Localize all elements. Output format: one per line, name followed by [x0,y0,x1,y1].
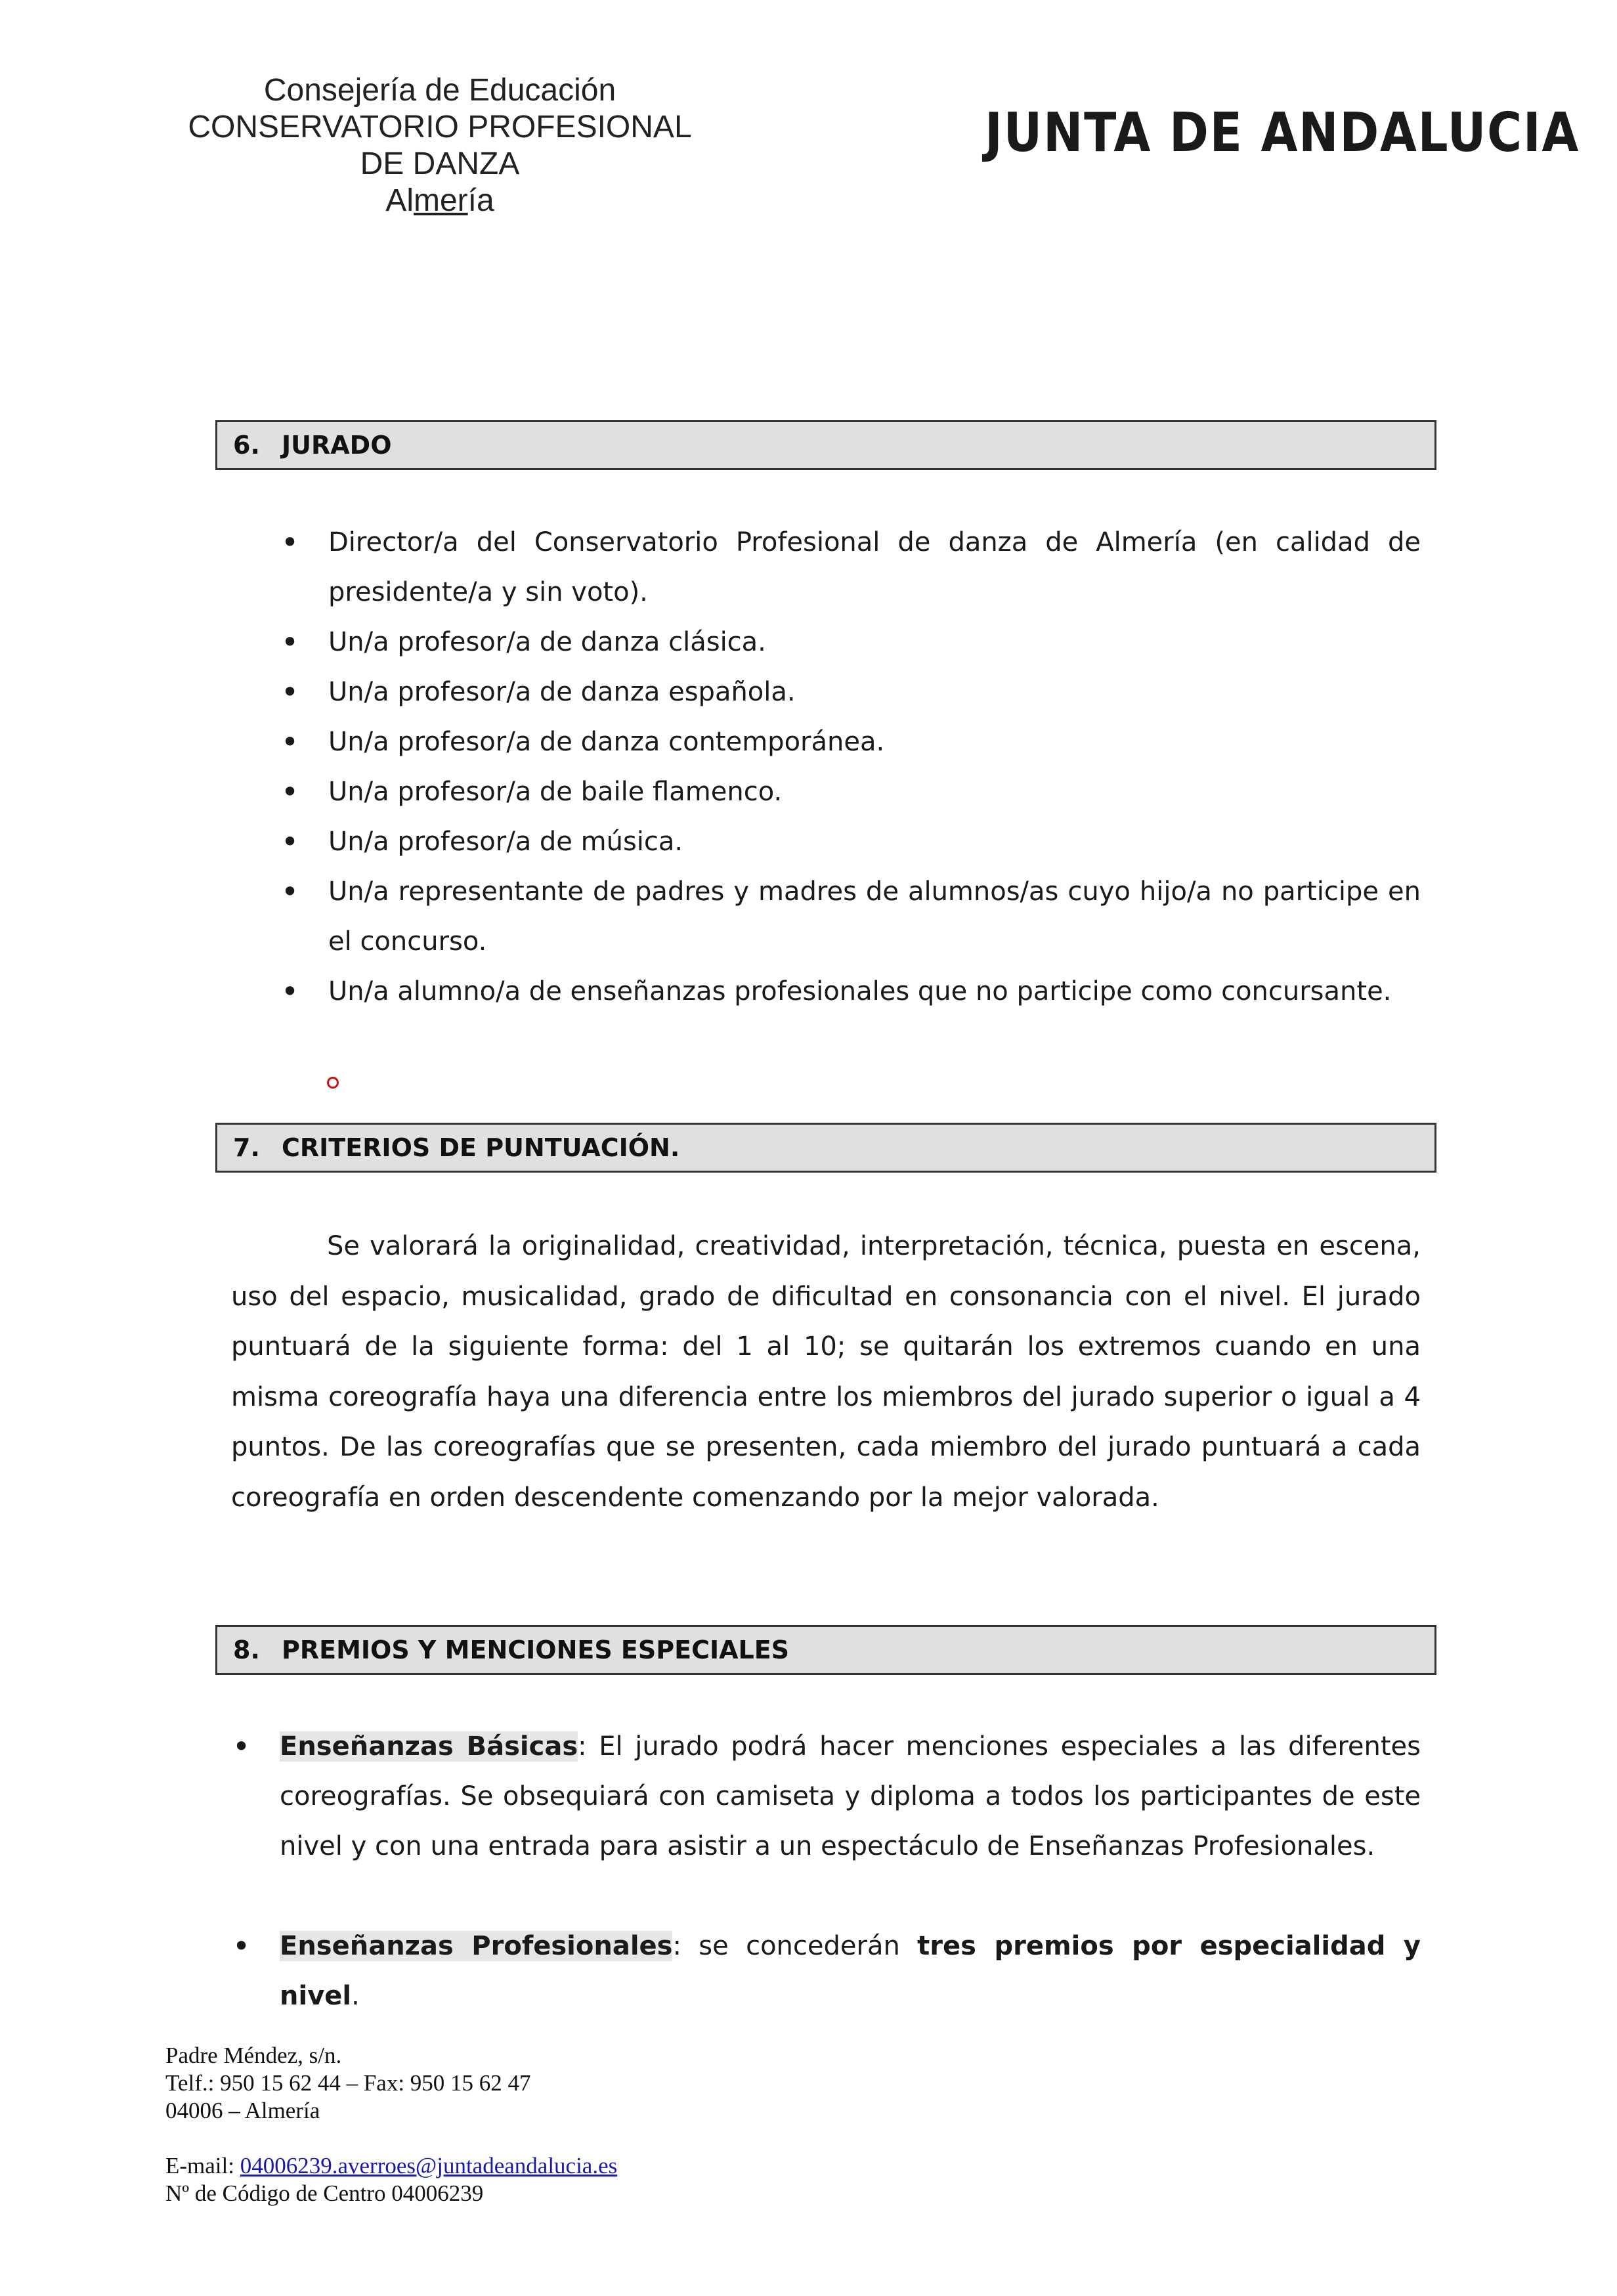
criterios-paragraph: Se valorará la originalidad, creatividad, interpretación, técnica, puesta en escena, uso del espacio, musicalidad, grado de dificultad en consonancia con el nivel. El jurado puntuará de la siguiente forma: del 1 al 10; se quitarán los extremos cuando en una misma coreografía haya una diferencia entre los miembros del jurado superior o igual a 4 puntos. De las coreografías que se presenten, cada miembro del jurado puntuará a cada coreografía en orden descendente comenzando por la mejor valorada. [231,1231,1421,1513]
junta-logo: JUNTA DE ANDALUCIA [985,102,1580,164]
bullet-icon: • [281,774,299,810]
footer-phone: Telf.: 950 15 62 44 – Fax: 950 15 62 47 [165,2070,531,2096]
list-item-basicas [232,1722,1421,1871]
bullet-icon: • [281,974,299,1009]
bullet-icon: • [281,824,299,859]
bullet-icon: • [281,724,299,760]
footer-contact [165,2042,953,2207]
section-number: 6. [233,431,260,460]
bullet-icon: • [232,1729,251,1764]
section-heading-premios [215,1625,1436,1675]
header-line-2: CONSERVATORIO PROFESIONAL [188,110,692,144]
list-item: • Un/a profesor/a de danza española. [328,667,1421,717]
basicas-label: Enseñanzas Básicas [280,1731,578,1762]
list-item: • Un/a alumno/a de enseñanzas profesionales que no participe como concursante. [328,966,1421,1016]
premios-list [232,1722,1421,2021]
footer-email-line: E-mail: 04006239.averroes@juntadeandalucia.es [165,2153,618,2178]
header-line-3: DE DANZA [360,146,520,181]
list-item: • Un/a profesor/a de danza contemporánea. [328,717,1421,767]
section-title: PREMIOS Y MENCIONES ESPECIALES [282,1635,790,1664]
list-item-profesionales: • Enseñanzas Profesionales: se concederán tres premios por especialidad y nivel. [280,1921,1421,2021]
list-item: • Director/a del Conservatorio Profesional de danza de Almería (en calidad de presidente/a y sin voto). [328,517,1421,617]
header-line-1: Consejería de Educación [263,73,616,108]
institution-header [151,72,729,219]
bullet-icon: • [281,525,299,560]
footer-address: Padre Méndez, s/n. [165,2043,342,2068]
list-item: • Un/a profesor/a de música. [328,817,1421,867]
basicas-text: : El jurado podrá hacer menciones especiales a las diferentes coreografías. Se obsequiará con camiseta y diploma a todos los participantes de este nivel y con una entrada para asistir a un espectáculo de Enseñanzas Profesionales. [280,1731,1421,1861]
list-item: • Un/a representante de padres y madres de alumnos/as cuyo hijo/a no participe en el concurso. [328,867,1421,966]
bullet-icon: • [281,874,299,909]
section-heading-jurado [215,420,1436,470]
header-city: Almería [385,183,494,218]
profesionales-label: Enseñanzas Profesionales [280,1931,673,1961]
section-number: 7. [233,1133,260,1162]
bullet-icon: • [281,624,299,660]
profesionales-bold: tres premios por especialidad y nivel [280,1931,1421,2011]
profesionales-text: : se concederán [672,1931,918,1961]
list-item: • Un/a profesor/a de baile flamenco. [328,767,1421,817]
footer-code: Nº de Código de Centro 04006239 [165,2180,484,2206]
footer-postal: 04006 – Almería [165,2098,320,2123]
section-number: 8. [233,1635,260,1664]
bullet-icon: • [281,674,299,710]
list-item: • Un/a profesor/a de danza clásica. [328,617,1421,667]
bullet-icon: • [232,1928,251,1964]
section-title: CRITERIOS DE PUNTUACIÓN. [282,1133,680,1162]
jurado-list [281,517,1421,1016]
section-heading-criterios [215,1123,1436,1173]
email-link[interactable]: 04006239.averroes@juntadeandalucia.es [240,2153,618,2178]
section-title: JURADO [282,431,392,460]
red-circle-mark [327,1077,339,1089]
